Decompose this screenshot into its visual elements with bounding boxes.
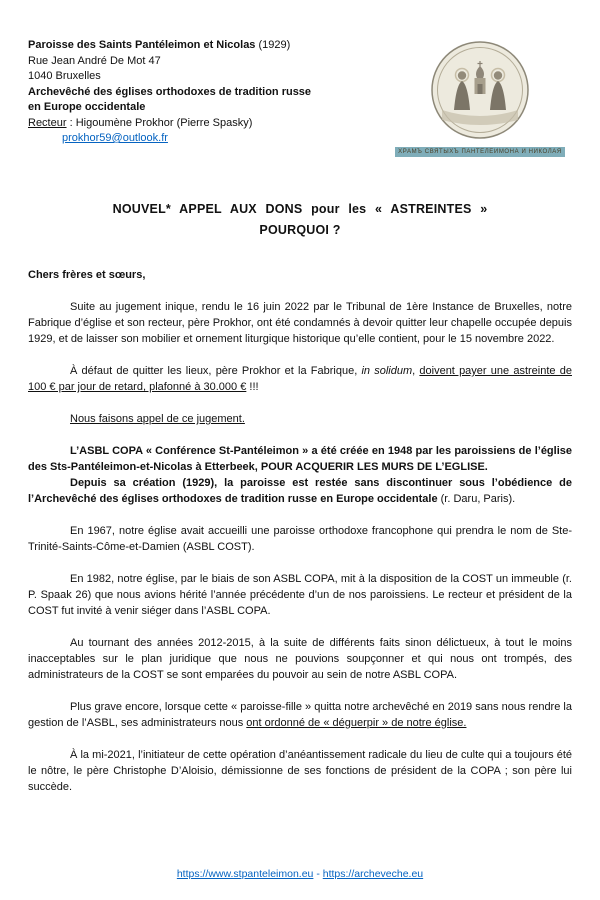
logo-caption: ХРАМЪ СВЯТЫХЪ ПАНТЕЛЕИМОНА И НИКОЛАЯ: [395, 147, 565, 157]
paragraph-obedience: Depuis sa création (1929), la paroisse est restée sans discontinuer sous l’obédience de l’Archevêché des églises orthodoxes de tradition russe en Europe occidentale (r. Daru, Paris).: [28, 477, 572, 505]
letterhead: [0, 0, 600, 158]
archdiocese-line-1: Archevêché des églises orthodoxes de tradition russe: [28, 85, 312, 98]
paragraph-1982: En 1982, notre église, par le biais de son ASBL COPA, mit à la disposition de la COST un immeuble (r. P. Spaak 26) que nous avions hérité l’année précédente d’un de nos paroissiens. Le recteur et président de la COST fut invité à venir siéger dans l’ASBL COPA.: [28, 573, 572, 617]
footer-separator: -: [313, 868, 323, 880]
parish-website-link[interactable]: https://www.stpanteleimon.eu: [176, 868, 314, 880]
org-name: Paroisse des Saints Pantéleimon et Nicolas: [28, 39, 256, 51]
paragraph-2012-2015: Au tournant des années 2012-2015, à la suite de différents faits sinon délictueux, à tout le moins inacceptables sur le plan juridique que nous ne pouvions soupçonner et qui nous ont trompés, des administrateurs de la COST se sont emparées du pouvoir au sein de notre ASBL COPA.: [28, 637, 572, 681]
title-line-1: NOUVEL* APPEL AUX DONS pour les « ASTREINTES »: [112, 202, 488, 216]
parish-seal-icon: [430, 40, 530, 140]
address-line-2: 1040 Bruxelles: [28, 70, 101, 82]
document-title: [0, 202, 600, 237]
paragraph-astreinte: À défaut de quitter les lieux, père Prokhor et la Fabrique, in solidum, doivent payer une astreinte de 100 € par jour de retard, plafonné à 30.000 € !!!: [28, 365, 572, 393]
footer-links: [0, 868, 600, 880]
paragraph-appel: Nous faisons appel de ce jugement.: [70, 413, 245, 425]
paragraph-jugement: Suite au jugement inique, rendu le 16 juin 2022 par le Tribunal de 1ère Instance de Bruxelles, notre Fabrique d’église et son recteur, père Prokhor, ont été condamnés à devoir quitter leur chapelle occupée depuis 1929, et de laisser son mobilier et ornement liturgique historique qu’elle contient, pour le 15 novembre 2022.: [28, 301, 572, 345]
letterhead-text: [28, 38, 311, 147]
paragraph-mi-2021: À la mi-2021, l’initiateur de cette opération d’anéantissement radicale du lieu de culte qui a toujours été le nôtre, le père Christophe D’Aloisio, démissionne de ses fonctions de président de la COPA ; son père lui succède.: [28, 749, 572, 793]
parish-logo-block: [394, 40, 566, 158]
paragraph-1967: En 1967, notre église avait accueilli une paroisse orthodoxe francophone qui prendra le nom de Ste-Trinité-Saints-Côme-et-Damien (ASBL COST).: [28, 525, 572, 553]
archdiocese-website-link[interactable]: https://archeveche.eu: [322, 868, 424, 880]
rector-name: : Higoumène Prokhor (Pierre Spasky): [66, 116, 253, 129]
letter-body: [0, 267, 600, 795]
paragraph-deguerpir: Plus grave encore, lorsque cette « paroisse-fille » quitta notre archevêché en 2019 sans nous rendre la gestion de l’ASBL, ses administrateurs nous ont ordonné de « déguerpir » de notre église.: [28, 701, 572, 729]
rector-email-link[interactable]: prokhor59@outlook.fr: [62, 132, 168, 144]
rector-label: Recteur: [28, 116, 67, 129]
rector-line: [28, 116, 311, 132]
paragraph-asbl-copa: L’ASBL COPA « Conférence St-Pantéleimon » a été créée en 1948 par les paroissiens de l’église des Sts-Pantéleimon-et-Nicolas à Etterbeek, POUR ACQUERIR LES MURS DE L’EGLISE.: [28, 445, 572, 473]
address-line-1: Rue Jean André De Mot 47: [28, 54, 161, 67]
org-line: [28, 38, 311, 54]
title-line-2: POURQUOI ?: [259, 223, 341, 237]
archdiocese-line-2: en Europe occidentale: [28, 101, 146, 113]
email-line: [28, 131, 311, 147]
org-year: (1929): [255, 39, 291, 51]
salutation: Chers frères et sœurs,: [28, 269, 146, 281]
